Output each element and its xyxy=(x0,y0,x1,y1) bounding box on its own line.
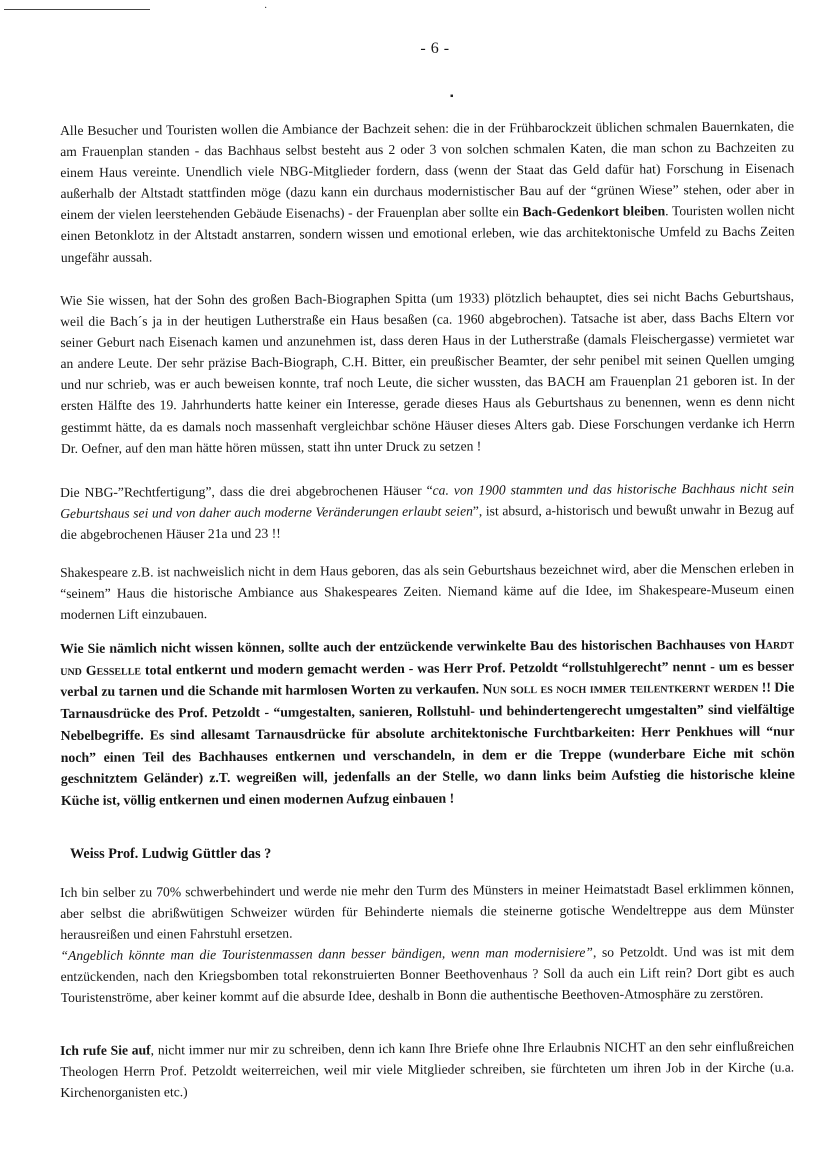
paragraph-ambiance xyxy=(60,116,795,268)
small-caps-name: Hardt und Gesselle xyxy=(60,636,795,678)
paragraph-text: , nicht immer nur mir zu schreiben, denn ich kann Ihre Briefe ohne Ihre Erlaubnis NICHT an den sehr einflußreichen Theologen Herrn Prof. Petzoldt weiterreichen, weil mir viele Mitglieder schreiben, sie fürchteten um ihren Job in der Kirche (u.a. Kirchenorganisten etc.) xyxy=(60,1038,795,1101)
paragraph-text: Alle Besucher und Touristen wollen die Ambiance der Bachzeit sehen: die in der Frühbarockzeit üblichen schmalen Bauernkaten, die am Frauenplan standen - das Bachhaus selbst besteht aus 2 oder 3 von solchen schmalen Katen, die man schon zu Bachzeiten zu einem Haus vereinte. Unendlich viele NBG-Mitglieder fordern, dass (wenn der Staat das Geld dafür hat) Forschung in Eisenach außerhalb der Altstadt stattfinden möge (dazu kann ein durchaus modernistischer Bau auf der “grünen Wiese” stehen, oder aber in einem der vielen leerstehenden Gebäude Eisenachs) - der Frauenplan aber sollte ein xyxy=(60,118,795,223)
paragraph-text: total entkernt und modern gemacht werden - was Herr Prof. Petzoldt “rollstuhlgerecht” nennt - um es besser verbal zu tarnen und die Schande mit harmlosen Worten zu verkaufen. xyxy=(60,658,795,700)
top-rule-line xyxy=(4,9,150,10)
paragraph-geburtshaus: Wie Sie wissen, hat der Sohn des großen Bach-Biographen Spitta (um 1933) plötzlich behauptet, dies sei nicht Bachs Geburtshaus, weil die Bach´s ja in der heutigen Lutherstraße ein Haus besaßen (ca. 1960 abgebrochen). Tatsache ist aber, dass Bachs Eltern vor seiner Geburt nach Eisenach kamen und anzunehmen ist, dass deren Haus in der Lutherstraße (damals Fleischergasse) vermietet war an andere Leute. Der sehr präzise Bach-Biograph, C.H. Bitter, ein preußischer Beamter, der sehr penibel mit seinen Quellen umging und nur schrieb, was er auch beweisen konnte, traf noch Leute, die sicher wussten, das BACH am Frauenplan 21 geboren ist. In der ersten Hälfte des 19. Jahrhunderts hatte keiner ein Interesse, gerade dieses Haus als Geburtshaus zu benennen, wenn es denn nicht gestimmt hätte, da es damals noch massenhaft vergleichbar schöne Häuser dieses Alters gab. Diese Forschungen verdanke ich Herrn Dr. Oefner, auf den man hätte hören müssen, statt ihn unter Druck zu setzen ! xyxy=(60,288,795,456)
paragraph-text: Die NBG-”Rechtfertigung”, dass die drei abgebrochenen Häuser “ xyxy=(60,482,433,500)
bold-phrase: Ich rufe Sie auf xyxy=(60,1042,151,1058)
paragraph-basel xyxy=(60,878,795,1009)
paragraph-aufruf xyxy=(60,1036,794,1104)
page-number: - 6 - xyxy=(420,40,450,57)
paragraph-text: Ich bin selber zu 70% schwerbehindert und werde nie mehr den Turm des Münsters in meiner Heimatstadt Basel erklimmen können, aber selbst die abrißwütigen Schweizer würden für Behinderte niemals die steinerne gotische Wendeltreppe aus dem Münster herausreißen und einen Fahrstuhl ersetzen. xyxy=(60,880,795,943)
paragraph-text: Wie Sie nämlich nicht wissen können, sollte auch der entzückende verwinkelte Bau des historischen Bachhauses von xyxy=(60,636,756,656)
paragraph-rechtfertigung xyxy=(60,478,794,546)
paragraph-text: , so Petzoldt. Und was ist mit dem entzückenden, nach den Kriegsbomben total rekonstruierten Bonner Beethovenhaus ? Soll da auch ein Lift rein? Dort gibt es auch Touristenströme, aber keiner kommt auf die absurde Idee, deshalb in Bonn die authentische Beethoven-Atmosphäre zu zerstören. xyxy=(60,943,795,1006)
paragraph-entkernung xyxy=(60,634,795,812)
paragraph-text: !! Die Tarnausdrücke des Prof. Petzoldt - “umgestalten, sanieren, Rollstuhl- und behindertengerecht umgestalten” sind vielfältige Nebelbegriffe. Es sind allesamt Tarnausdrücke für absolute architektonische Furchtbarkeiten: Herr Penkhues will “nur noch” einen Teil des Bachhauses entkernen und verschandeln, in dem er die Treppe (wunderbare Eiche mit schön geschnitztem Geländer) z.T. wegreißen will, jedenfalls an der Stelle, wo dann links beim Aufstieg die historische kleine Küche ist, völlig entkernen und einen modernen Aufzug einbauen ! xyxy=(60,679,795,808)
paragraph-text: . Touristen wollen nicht einen Betonklotz in der Altstadt anstarren, sondern wissen und emotional erleben, wie das architektonische Umfeld zu Bachs Zeiten ungefähr aussah. xyxy=(60,202,795,265)
small-caps-phrase: Nun soll es noch immer teilentkernt werden xyxy=(482,680,759,697)
speck-mark: · xyxy=(264,3,268,14)
speck-mark: ▪ xyxy=(450,91,454,102)
paragraph-shakespeare: Shakespeare z.B. ist nachweislich nicht in dem Haus geboren, das als sein Geburtshaus bezeichnet wird, aber die Menschen erleben in “seinem” Haus die historische Ambiance aus Shakespeares Zeiten. Niemand käme auf die Idee, im Shakespeare-Museum einen modernen Lift einzubauen. xyxy=(60,560,795,623)
section-heading: Weiss Prof. Ludwig Güttler das ? xyxy=(70,846,272,862)
italic-quote: ca. von 1900 stammten und das historische Bachhaus nicht sein Geburtshaus sei und von daher auch moderne Veränderungen erlaubt seien xyxy=(60,480,795,522)
bold-phrase: Bach-Gedenkort bleiben xyxy=(522,203,666,220)
italic-quote: “Angeblich könnte man die Touristenmassen dann besser bändigen, wenn man modernisiere” xyxy=(60,945,594,964)
paragraph-text: ”, ist absurd, a-historisch und bewußt unwahr in Bezug auf die abgebrochenen Häuser 21a und 23 !! xyxy=(60,501,795,543)
